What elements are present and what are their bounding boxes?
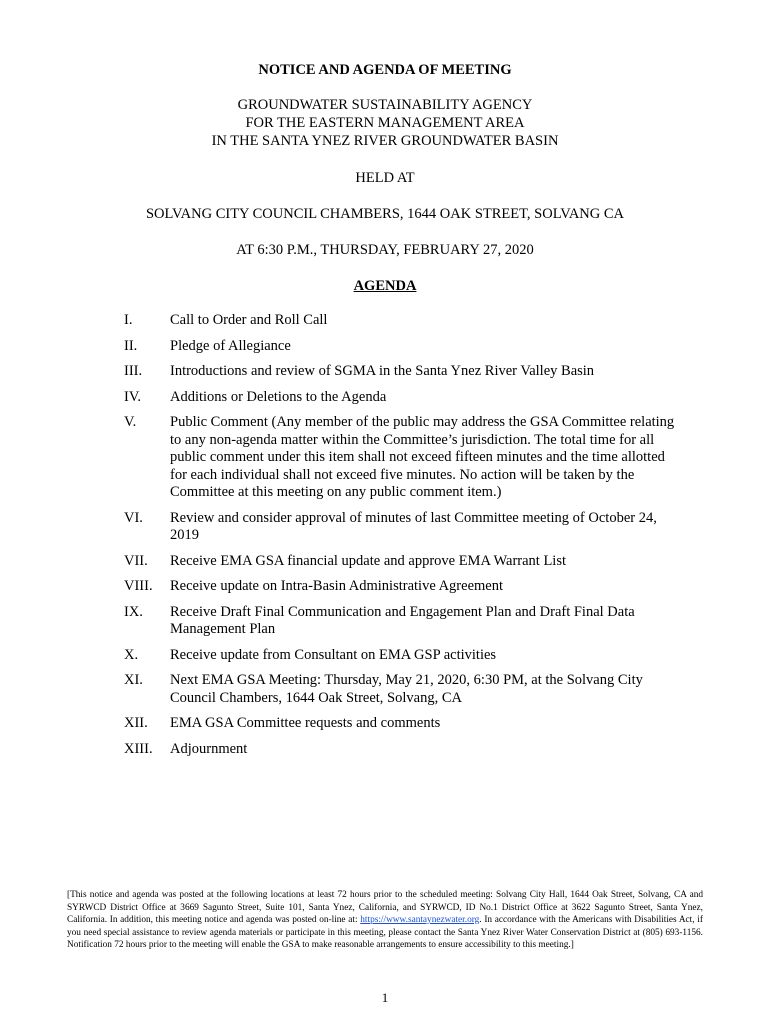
agenda-item-text: EMA GSA Committee requests and comments: [170, 715, 441, 731]
agenda-item: [124, 741, 684, 759]
agenda-item-number: VIII.: [124, 578, 153, 594]
agenda-item-number: VI.: [124, 509, 143, 526]
page-number: 1: [381, 990, 389, 1005]
posting-notice: [67, 889, 703, 952]
agenda-item-number: II.: [124, 337, 138, 354]
agenda-item: [124, 414, 684, 502]
agenda-item-number: X.: [124, 646, 139, 663]
accessibility-notice-text: . In accordance with the Americans with Disabilities Act, if you need special assistance to review agenda materials or participate in this meeting, please contact the Santa Ynez River Water Conservation District at (805) 693-1156. Notification 72 hours prior to the meeting will enable the GSA to make reasonable arrangements to ensure accessibility to this meeting.]: [67, 915, 703, 950]
website-link[interactable]: https://www.santaynezwater.org: [360, 915, 480, 925]
agenda-item-text: Receive EMA GSA financial update and approve EMA Warrant List: [170, 552, 567, 569]
agenda-item-number: IV.: [124, 388, 142, 405]
notice-title: NOTICE AND AGENDA OF MEETING: [258, 62, 512, 78]
agenda-item-number: XIII.: [124, 740, 153, 757]
agenda-item-text: Call to Order and Roll Call: [170, 312, 328, 328]
held-at-label: HELD AT: [355, 170, 415, 186]
agenda-item: [124, 647, 684, 665]
agenda-item-text: Adjournment: [170, 740, 248, 757]
agenda-item: [124, 553, 684, 571]
agenda-item-number: V.: [124, 414, 137, 430]
agenda-item-number: I.: [124, 312, 133, 328]
agenda-item: [124, 389, 684, 407]
agenda-item-text: Receive update on Intra-Basin Administrative Agreement: [170, 578, 503, 594]
agenda-item: [124, 672, 684, 707]
agenda-item-text: Additions or Deletions to the Agenda: [170, 388, 387, 405]
agenda-item: [124, 715, 684, 733]
agenda-item: [124, 312, 684, 330]
agency-name-line-3: IN THE SANTA YNEZ RIVER GROUNDWATER BASIN: [211, 133, 559, 149]
agenda-item-text: Introductions and review of SGMA in the Santa Ynez River Valley Basin: [170, 363, 595, 379]
agenda-item-number: III.: [124, 363, 143, 379]
agenda-item: [124, 338, 684, 356]
agenda-heading: AGENDA: [353, 278, 417, 294]
agency-name-line-1: GROUNDWATER SUSTAINABILITY AGENCY: [237, 97, 533, 113]
agency-name-line-2: FOR THE EASTERN MANAGEMENT AREA: [245, 115, 525, 131]
agenda-item-number: VII.: [124, 552, 148, 569]
agenda-item-text: Pledge of Allegiance: [170, 337, 291, 354]
agenda-item-text: Review and consider approval of minutes of last Committee meeting of October 24, 2019: [170, 509, 657, 543]
meeting-location: SOLVANG CITY COUNCIL CHAMBERS, 1644 OAK STREET, SOLVANG CA: [145, 206, 625, 222]
agenda-item: [124, 510, 684, 545]
agenda-item-number: IX.: [124, 603, 143, 620]
agenda-item: [124, 604, 684, 639]
meeting-datetime: AT 6:30 P.M., THURSDAY, FEBRUARY 27, 2020: [236, 242, 534, 258]
agenda-item: [124, 578, 684, 596]
posting-notice-text: [This notice and agenda was posted at the following locations at least 72 hours prior to the scheduled meeting: Solvang City Hall, 1644 Oak Street, Solvang, CA and SYRWCD District Office at 3669 Sagunto Street, Suite 101, Santa Ynez, California, and SYRWCD, ID No.1 District Office at 3622 Sagunto Street, Santa Ynez, California. In addition, this meeting notice and agenda was posted on-line at:: [67, 890, 703, 925]
agenda-item-text: Next EMA GSA Meeting: Thursday, May 21, 2020, 6:30 PM, at the Solvang City Council Chambers, 1644 Oak Street, Solvang, CA: [170, 672, 643, 706]
agenda-item-text: Receive update from Consultant on EMA GSP activities: [170, 646, 497, 663]
agenda-item-text: Public Comment (Any member of the public may address the GSA Committee relating to any non-agenda matter within the Committee’s jurisdiction. The total time for all public comment under this item shall not exceed fifteen minutes and the time allotted for each individual shall not exceed five minutes. No action will be taken by the Committee at this meeting on any public comment item.): [170, 414, 675, 500]
agenda-item-number: XII.: [124, 715, 148, 731]
agenda-item-text: Receive Draft Final Communication and Engagement Plan and Draft Final Data Management Plan: [170, 603, 635, 637]
agenda-item: [124, 363, 684, 381]
agenda-list: [124, 312, 684, 766]
agenda-item-number: XI.: [124, 672, 143, 688]
